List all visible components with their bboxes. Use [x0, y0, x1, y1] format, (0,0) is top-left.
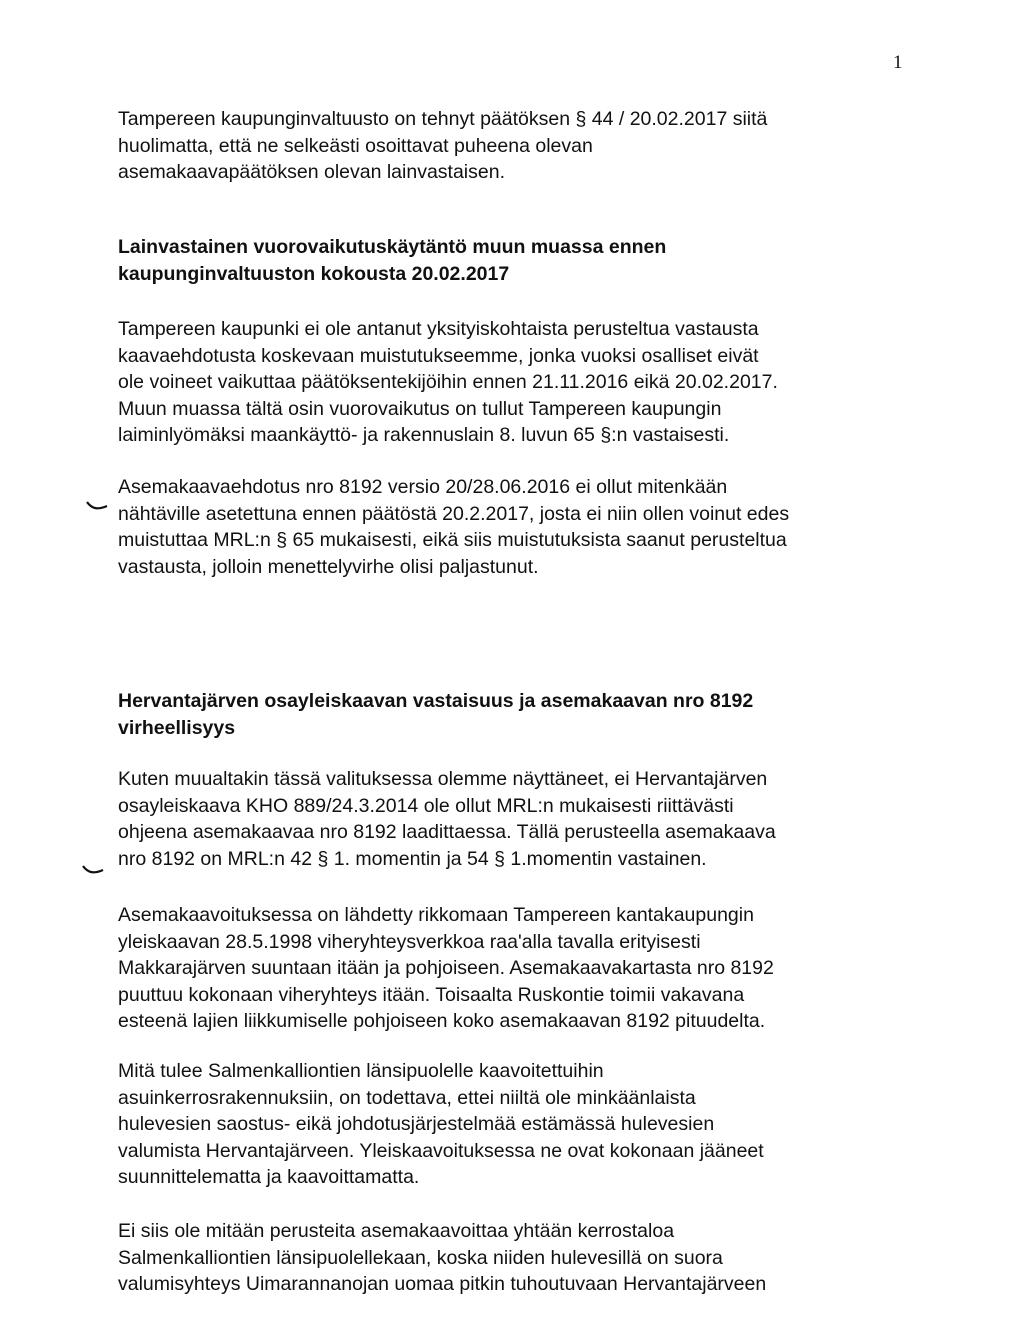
text-line: nähtäville asetettuna ennen päätöstä 20.2.2017, josta ei niin ollen voinut edes [118, 502, 790, 525]
text-line: Salmenkalliontien länsipuolellekaan, koska niiden hulevesillä on suora [118, 1246, 723, 1269]
text-line: Tampereen kaupunginvaltuusto on tehnyt päätöksen § 44 / 20.02.2017 siitä [118, 108, 768, 130]
text-line: osayleiskaava KHO 889/24.3.2014 ole ollut MRL:n mukaisesti riittävästi [118, 794, 734, 817]
text-line: vastausta, jolloin menettelyvirhe olisi paljastunut. [118, 555, 539, 578]
paragraph-no-grounds [118, 1218, 766, 1298]
heading-line: Lainvastainen vuorovaikutuskäytäntö muun muassa ennen [118, 236, 667, 258]
text-line: ohjeena asemakaavaa nro 8192 laadittaessa. Tällä perusteella asemakaava [118, 821, 776, 843]
text-line: hulevesien saostus- eikä johdotusjärjestelmää estämässä hulevesien [118, 1113, 715, 1135]
text-line: Tampereen kaupunki ei ole antanut yksityiskohtaista perusteltua vastausta [118, 318, 759, 340]
text-line: asemakaavapäätöksen olevan lainvastaisen. [118, 161, 506, 183]
heading-line: Hervantajärven osayleiskaavan vastaisuus ja asemakaavan nro 8192 [118, 690, 754, 712]
text-line: Ei siis ole mitään perusteita asemakaavoittaa yhtään kerrostaloa [118, 1220, 675, 1242]
page-number: 1 [893, 52, 903, 73]
text-line: puuttuu kokonaan viheryhteys itään. Toisaalta Ruskontie toimii vakavana [118, 983, 745, 1006]
text-line: Mitä tulee Salmenkalliontien länsipuolelle kaavoitettuihin [118, 1060, 604, 1082]
text-line: suunnittelematta ja kaavoittamatta. [118, 1166, 420, 1188]
paragraph-stormwater [118, 1058, 764, 1191]
text-line: laiminlyömäksi maankäyttö- ja rakennuslain 8. luvun 65 §:n vastaisesti. [118, 424, 730, 446]
paragraph-draft-not-displayed [118, 474, 789, 580]
text-line: muistuttaa MRL:n § 65 mukaisesti, eikä siis muistutuksista saanut perusteltua [118, 529, 787, 551]
heading-line: virheellisyys [118, 716, 236, 739]
paragraph-green-network [118, 902, 774, 1035]
section-heading-master-plan [118, 688, 753, 741]
text-line: Muun muassa tältä osin vuorovaikutus on tullut Tampereen kaupungin [118, 397, 722, 420]
text-line: yleiskaavan 28.5.1998 viheryhteysverkkoa raa'alla tavalla erityisesti [118, 930, 701, 953]
paragraph-master-plan-guidance [118, 766, 776, 872]
heading-line: kaupunginvaltuuston kokousta 20.02.2017 [118, 262, 510, 285]
text-line: ole voineet vaikuttaa päätöksentekijöihin ennen 21.11.2016 eikä 20.02.2017. [118, 371, 778, 393]
text-line: esteenä lajien liikkumiselle pohjoiseen koko asemakaavan 8192 pituudelta. [118, 1010, 766, 1032]
paragraph-no-response [118, 316, 778, 449]
text-line: valumisyhteys Uimarannanojan uomaa pitkin tuhoutuvaan Hervantajärveen [118, 1273, 767, 1295]
margin-check-mark-icon [82, 864, 104, 876]
text-line: huolimatta, että ne selkeästi osoittavat puheena olevan [118, 134, 593, 157]
paragraph-council-decision [118, 106, 767, 186]
margin-check-mark-icon [86, 500, 108, 512]
section-heading-interaction [118, 234, 666, 287]
text-line: Asemakaavoituksessa on lähdetty rikkomaan Tampereen kantakaupungin [118, 904, 754, 926]
text-line: Kuten muualtakin tässä valituksessa olemme näyttäneet, ei Hervantajärven [118, 768, 768, 790]
text-line: asuinkerrosrakennuksiin, on todettava, ettei niiltä ole minkäänlaista [118, 1086, 696, 1109]
text-line: kaavaehdotusta koskevaan muistutukseemme, jonka vuoksi osalliset eivät [118, 344, 759, 367]
text-line: nro 8192 on MRL:n 42 § 1. momentin ja 54 § 1.momentin vastainen. [118, 847, 707, 870]
text-line: valumista Hervantajärveen. Yleiskaavoituksessa ne ovat kokonaan jääneet [118, 1139, 764, 1162]
text-line: Makkarajärven suuntaan itään ja pohjoiseen. Asemakaavakartasta nro 8192 [118, 957, 774, 979]
text-line: Asemakaavaehdotus nro 8192 versio 20/28.06.2016 ei ollut mitenkään [118, 476, 728, 498]
